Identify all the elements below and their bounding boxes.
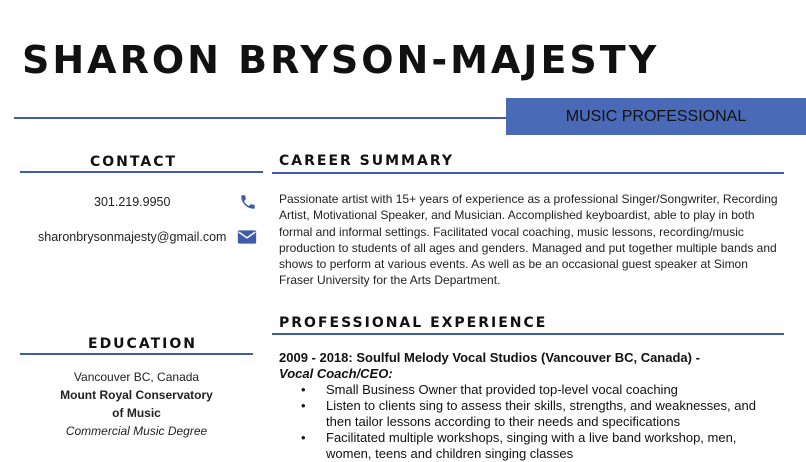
summary-text: Passionate artist with 15+ years of experience as a professional Singer/Songwriter, Recording Artist, Motivational Speaker, and Musician. Accomplished keyboardist, able to play in both formal and informal settings. Facilitated vocal coaching, music lessons, recording/music production to students of all ages and genders. Managed and put together multiple bands and shows to perform at various events. As well as be an occasional guest speaker at Simon Fraser University for the Arts Department.: [279, 192, 778, 288]
education-rule: [20, 353, 253, 355]
list-item: • Small Business Owner that provided top-level vocal coaching: [279, 382, 779, 398]
email-address[interactable]: sharonbrysonmajesty@gmail.com: [38, 230, 227, 244]
contact-heading: CONTACT: [90, 154, 178, 170]
school-name-line2: of Music: [112, 406, 161, 420]
envelope-icon: [237, 228, 257, 246]
list-item: • Facilitated multiple workshops, singing with a live band workshop, men, women, teens and children singing classes: [279, 430, 779, 462]
summary-rule: [272, 172, 784, 174]
education-heading: EDUCATION: [88, 336, 197, 352]
job-entry-header: [279, 350, 779, 382]
phone-number: 301.219.9950: [94, 195, 171, 209]
experience-heading: PROFESSIONAL EXPERIENCE: [279, 315, 548, 331]
degree-name: Commercial Music Degree: [65, 424, 208, 438]
job-title-text: MUSIC PROFESSIONAL: [565, 107, 747, 125]
job-title-banner: [506, 98, 806, 135]
education-location: Vancouver BC, Canada: [73, 370, 200, 384]
job-entry-role: Vocal Coach/CEO:: [279, 366, 393, 381]
header-divider: [14, 117, 506, 119]
school-name-line1: Mount Royal Conservatory: [60, 388, 213, 402]
candidate-name: SHARON BRYSON-MAJESTY: [22, 38, 660, 82]
summary-heading: CAREER SUMMARY: [279, 153, 454, 169]
job-duties-list: [279, 382, 779, 462]
contact-rule: [20, 171, 263, 173]
education-block: [20, 368, 253, 440]
list-item: • Listen to clients sing to assess their skills, strengths, and weaknesses, and then tailor lessons according to their needs and specifications: [279, 398, 779, 430]
experience-rule: [272, 333, 784, 335]
job-entry-title: 2009 - 2018: Soulful Melody Vocal Studios (Vancouver BC, Canada) -: [279, 350, 700, 365]
phone-icon: [239, 193, 257, 211]
